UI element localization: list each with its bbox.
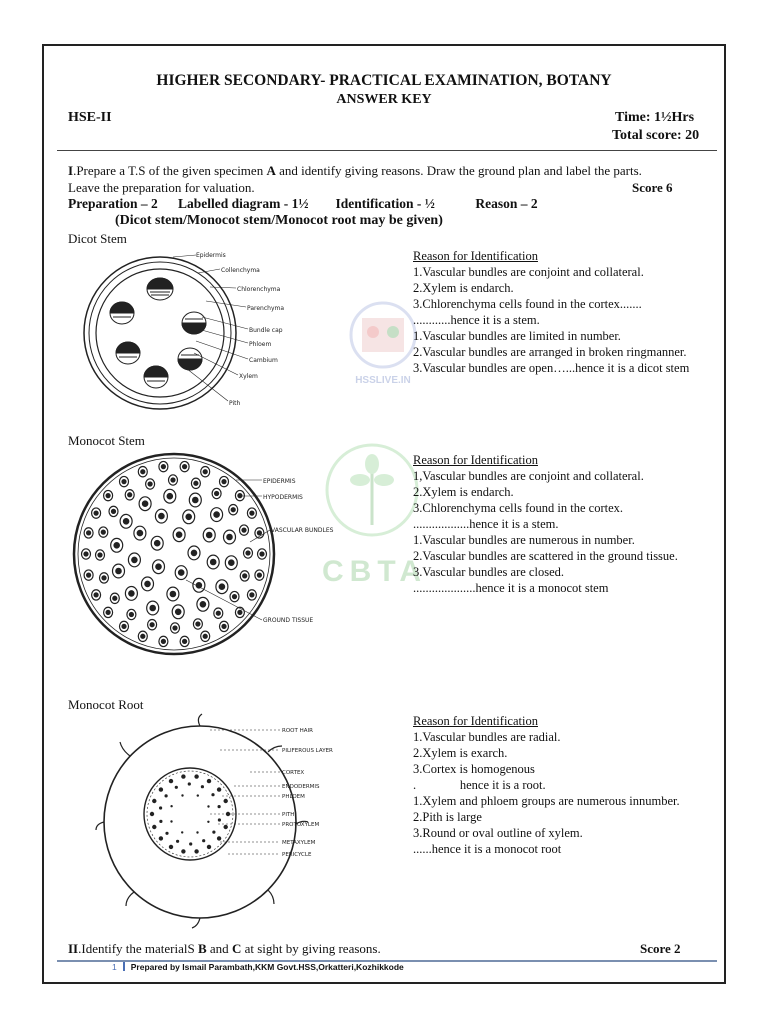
- root-label-root-hair: ROOT HAIR: [282, 728, 313, 734]
- vascular-bundle-core: [106, 494, 110, 498]
- vascular-bundle-core: [114, 543, 119, 548]
- vascular-bundle-core: [170, 591, 175, 596]
- dicot-label-chlorenchyma: Chlorenchyma: [237, 286, 281, 293]
- xylem-dot: [169, 779, 173, 783]
- root-label-cortex: CORTEX: [282, 770, 305, 776]
- vascular-bundle-core: [260, 552, 264, 556]
- question1-line1: [68, 163, 642, 179]
- header-divider: [57, 150, 717, 151]
- monocot-stem-reason-heading: Reason for Identification: [413, 453, 538, 467]
- dicot-reason-item: 2.Vascular bundles are arranged in broken ringmanner.: [413, 345, 687, 359]
- xylem-dot: [170, 820, 172, 822]
- vascular-bundle-core: [137, 530, 142, 535]
- specimen-note: (Dicot stem/Monocot stem/Monocot root may be given): [115, 213, 443, 228]
- total-score: Total score: 20: [612, 128, 700, 143]
- root-label-endodermis: ENDODERMIS: [282, 784, 320, 790]
- specimen-a: A: [266, 163, 276, 178]
- monocot-root-reason-item: 2.Pith is large: [413, 810, 482, 824]
- vascular-bundle-core: [84, 552, 88, 556]
- dicot-reason-item: 3.Chlorenchyma cells found in the cortex.......: [413, 297, 642, 311]
- vascular-bundle-core: [129, 591, 134, 596]
- vascular-bundle-core: [216, 611, 220, 615]
- xylem-dot: [197, 794, 199, 796]
- monocot-stem-reason-item: 2.Vascular bundles are scattered in the ground tissue.: [413, 549, 678, 563]
- monocot-label-epidermis: EPIDERMIS: [263, 478, 296, 485]
- vascular-bundle-core: [171, 478, 175, 482]
- monocot-root-reason-item: 3.Round or oval outline of xylem.: [413, 826, 583, 840]
- vascular-bundle-core: [191, 550, 196, 555]
- xylem-dot: [189, 842, 192, 845]
- question1-text: .Prepare a T.S of the given specimen: [73, 163, 267, 178]
- vascular-bundle-core: [106, 610, 110, 614]
- footer-credit: Prepared by Ismail Parambath,KKM Govt.HSS,Orkatteri,Kozhikkode: [130, 962, 404, 972]
- question2-text: .Identify the materialS: [78, 941, 198, 956]
- xylem-dot: [194, 849, 198, 853]
- dicot-label-cambium: Cambium: [249, 357, 278, 364]
- xylem-dot: [181, 794, 183, 796]
- vascular-bundle-core: [122, 480, 126, 484]
- material-b: B: [197, 941, 207, 956]
- dicot-reason-item: 1.Vascular bundles are limited in number.: [413, 329, 621, 343]
- xylem-dot: [159, 787, 163, 791]
- dicot-reason-heading: Reason for Identification: [413, 249, 538, 263]
- xylem-dot: [152, 799, 156, 803]
- monocot-root-diagram: [100, 712, 360, 930]
- vascular-bundle-core: [128, 493, 132, 497]
- monocot-root-reason-item: . hence it is a root.: [413, 778, 546, 792]
- hsslive-watermark: [348, 300, 418, 386]
- vascular-bundle-core: [145, 581, 150, 586]
- vascular-bundle-core: [122, 624, 126, 628]
- vascular-bundle-core: [141, 470, 145, 474]
- root-label-phloem: PHLOEM: [282, 794, 305, 800]
- vascular-bundle-core: [167, 494, 172, 499]
- question1-text-cont: and identify giving reasons. Draw the ground plan and label the parts.: [275, 163, 642, 178]
- vascular-bundle-core: [215, 491, 219, 495]
- vascular-bundle-core: [257, 531, 261, 535]
- monocot-root-reason-item: 3.Cortex is homogenous: [413, 762, 535, 776]
- xylem-dot: [224, 799, 228, 803]
- xylem-dot: [218, 818, 221, 821]
- xylem-dot: [181, 831, 183, 833]
- vascular-bundle-core: [142, 501, 147, 506]
- xylem-dot: [207, 805, 209, 807]
- vascular-bundle-core: [101, 530, 105, 534]
- vascular-bundle-core: [222, 480, 226, 484]
- question1-line2: Leave the preparation for valuation.: [68, 180, 255, 195]
- exam-time: Time: 1½Hrs: [615, 110, 695, 125]
- xylem-dot: [212, 831, 215, 834]
- xylem-dot: [152, 825, 156, 829]
- vascular-bundle-core: [148, 482, 152, 486]
- vascular-bundle-core: [203, 470, 207, 474]
- vascular-bundle-core: [183, 639, 187, 643]
- dicot-label-parenchyma: Parenchyma: [247, 305, 285, 312]
- vascular-bundle-core: [141, 634, 145, 638]
- xylem-dot: [175, 786, 178, 789]
- vascular-bundle-core: [243, 574, 247, 578]
- root-label-pericycle: PERICYCLE: [282, 852, 312, 858]
- root-label-protoxylem: PROTOXYLEM: [282, 822, 320, 828]
- xylem-dot: [217, 787, 221, 791]
- monocot-root-label: Monocot Root: [68, 697, 144, 712]
- hsslive-text: HSSLIVE.IN: [355, 375, 411, 386]
- vascular-bundle-core: [94, 593, 98, 597]
- question2-line: [68, 941, 381, 957]
- xylem-dot: [165, 832, 168, 835]
- vascular-bundle-core: [250, 593, 254, 597]
- vascular-bundle-core: [159, 513, 164, 518]
- dicot-stem-label: Dicot Stem: [68, 231, 127, 246]
- dicot-label-bundle-cap: Bundle cap: [249, 327, 283, 334]
- question2-number: II: [68, 941, 79, 956]
- dicot-reason-item: 1.Vascular bundles are conjoint and collateral.: [413, 265, 644, 279]
- monocot-stem-reason-item: 2.Xylem is endarch.: [413, 485, 514, 499]
- vascular-bundle-core: [211, 559, 216, 564]
- vascular-bundle-core: [242, 528, 246, 532]
- vascular-bundle-core: [196, 622, 200, 626]
- footer: [112, 962, 404, 972]
- dicot-label-pith: Pith: [229, 400, 241, 407]
- vascular-bundle-core: [176, 609, 181, 614]
- vascular-bundle-core: [186, 514, 191, 519]
- monocot-stem-reason-item: ....................hence it is a monocot stem: [413, 581, 609, 595]
- xylem-dot: [196, 831, 198, 833]
- vascular-bundle-core: [200, 602, 205, 607]
- monocot-stem-label: Monocot Stem: [68, 433, 145, 448]
- xylem-dot: [224, 825, 228, 829]
- xylem-dot: [165, 794, 168, 797]
- dicot-reason-item: 3.Vascular bundles are open…...hence it is a dicot stem: [413, 361, 690, 375]
- dicot-reason-item: 2.Xylem is endarch.: [413, 281, 514, 295]
- vascular-bundle-core: [150, 605, 155, 610]
- vascular-bundle-core: [132, 557, 137, 562]
- monocot-stem-reason-item: 1,Vascular bundles are conjoint and collateral.: [413, 469, 644, 483]
- xylem-dot: [181, 774, 185, 778]
- footer-separator: [123, 962, 125, 971]
- vascular-bundle-core: [229, 560, 234, 565]
- exam-title: HIGHER SECONDARY- PRACTICAL EXAMINATION, BOTANY: [156, 72, 612, 89]
- monocot-label-ground-tissue: GROUND TISSUE: [263, 617, 314, 624]
- vascular-bundle-core: [222, 624, 226, 628]
- xylem-dot: [201, 785, 204, 788]
- monocot-stem-reasons: [413, 452, 678, 596]
- monocot-root-reasons: [413, 713, 680, 857]
- dicot-stem-diagram: [78, 245, 300, 415]
- vascular-bundle-core: [173, 626, 177, 630]
- marks-distribution: Preparation – 2 Labelled diagram - 1½ Identification - ½ Reason – 2: [68, 196, 538, 211]
- vascular-bundle-core: [155, 541, 160, 546]
- cbta-logo-icon: [322, 430, 422, 550]
- dicot-label-epidermis: Epidermis: [196, 252, 226, 259]
- vascular-bundle-core: [176, 532, 181, 537]
- vascular-bundle-core: [98, 553, 102, 557]
- vascular-bundle-core: [113, 596, 117, 600]
- vascular-bundle-core: [111, 509, 115, 513]
- xylem-dot: [207, 821, 209, 823]
- vascular-bundle-core: [116, 568, 121, 573]
- monocot-root-reason-item: 1.Xylem and phloem groups are numerous innumber.: [413, 794, 680, 808]
- answer-key-title: ANSWER KEY: [336, 92, 432, 107]
- vascular-bundle-core: [231, 508, 235, 512]
- material-c: C: [231, 941, 242, 956]
- vascular-bundle-core: [183, 465, 187, 469]
- monocot-root-reason-item: ......hence it is a monocot root: [413, 842, 562, 856]
- question2-and: and: [206, 941, 232, 956]
- dicot-label-xylem: Xylem: [239, 373, 258, 380]
- xylem-dot: [170, 805, 172, 807]
- vascular-bundle-core: [161, 465, 165, 469]
- vascular-bundle-core: [129, 612, 133, 616]
- vascular-bundle-core: [94, 511, 98, 515]
- hsslive-logo-icon: [348, 300, 418, 370]
- cbta-text: CBTA: [322, 555, 428, 588]
- root-label-piliferous: PILIFEROUS LAYER: [282, 748, 333, 754]
- monocot-label-vascular-bundles: VASCULAR BUNDLES: [271, 527, 334, 534]
- vascular-bundle-core: [238, 494, 242, 498]
- dicot-label-phloem: Phloem: [249, 341, 272, 348]
- xylem-dot: [159, 806, 162, 809]
- root-label-metaxylem: METAXYLEM: [282, 840, 316, 846]
- vascular-bundle-core: [214, 512, 219, 517]
- xylem-dot: [150, 812, 154, 816]
- xylem-dot: [159, 820, 162, 823]
- vascular-bundle-core: [156, 564, 161, 569]
- dicot-reason-item: ............hence it is a stem.: [413, 313, 540, 327]
- vascular-bundle-core: [219, 584, 224, 589]
- xylem-dot: [194, 774, 198, 778]
- monocot-stem-reason-item: ..................hence it is a stem.: [413, 517, 559, 531]
- dicot-label-collenchyma: Collenchyma: [221, 267, 260, 274]
- cbta-watermark: [322, 430, 428, 590]
- vascular-bundle-core: [238, 610, 242, 614]
- root-label-pith: PITH: [282, 812, 295, 818]
- vascular-bundle-core: [193, 497, 198, 502]
- vascular-bundle-core: [250, 511, 254, 515]
- xylem-dot: [207, 779, 211, 783]
- vascular-bundle-core: [194, 481, 198, 485]
- vascular-bundle-core: [227, 534, 232, 539]
- question2-text-end: at sight by giving reasons.: [241, 941, 381, 956]
- xylem-dot: [202, 839, 205, 842]
- question1-score: Score 6: [632, 180, 673, 195]
- question2-score: Score 2: [640, 941, 681, 956]
- vascular-bundle-core: [150, 623, 154, 627]
- vascular-bundle-core: [246, 551, 250, 555]
- monocot-root-reason-item: 2.Xylem is exarch.: [413, 746, 508, 760]
- dicot-reasons: [413, 248, 689, 376]
- vascular-bundle-core: [87, 573, 91, 577]
- vascular-bundle-core: [257, 573, 261, 577]
- vascular-bundle-core: [207, 532, 212, 537]
- monocot-root-reason-item: 1.Vascular bundles are radial.: [413, 730, 561, 744]
- monocot-stem-reason-item: 3.Chlorenchyma cells found in the cortex.: [413, 501, 624, 515]
- vascular-bundle-core: [161, 639, 165, 643]
- monocot-stem-diagram: [66, 450, 334, 660]
- monocot-root-reason-heading: Reason for Identification: [413, 714, 538, 728]
- question1-number: I: [68, 163, 74, 178]
- vascular-bundle-core: [179, 570, 184, 575]
- xylem-dot: [217, 836, 221, 840]
- xylem-dot: [159, 836, 163, 840]
- xylem-dot: [169, 845, 173, 849]
- page-number: 1: [112, 962, 117, 972]
- xylem-dot: [211, 793, 214, 796]
- xylem-dot: [176, 840, 179, 843]
- xylem-dot: [188, 782, 191, 785]
- vascular-bundle-core: [87, 531, 91, 535]
- xylem-dot: [218, 805, 221, 808]
- xylem-dot: [181, 849, 185, 853]
- vascular-bundle-core: [196, 583, 201, 588]
- vascular-bundle-core: [203, 634, 207, 638]
- vascular-bundle-core: [102, 576, 106, 580]
- vascular-bundle-core: [232, 595, 236, 599]
- monocot-stem-reason-item: 1.Vascular bundles are numerous in number.: [413, 533, 635, 547]
- monocot-stem-reason-item: 3.Vascular bundles are closed.: [413, 565, 564, 579]
- xylem-dot: [207, 845, 211, 849]
- vascular-bundle-core: [123, 519, 128, 524]
- monocot-label-hypodermis: HYPODERMIS: [263, 494, 303, 501]
- class-code: HSE-II: [68, 110, 112, 125]
